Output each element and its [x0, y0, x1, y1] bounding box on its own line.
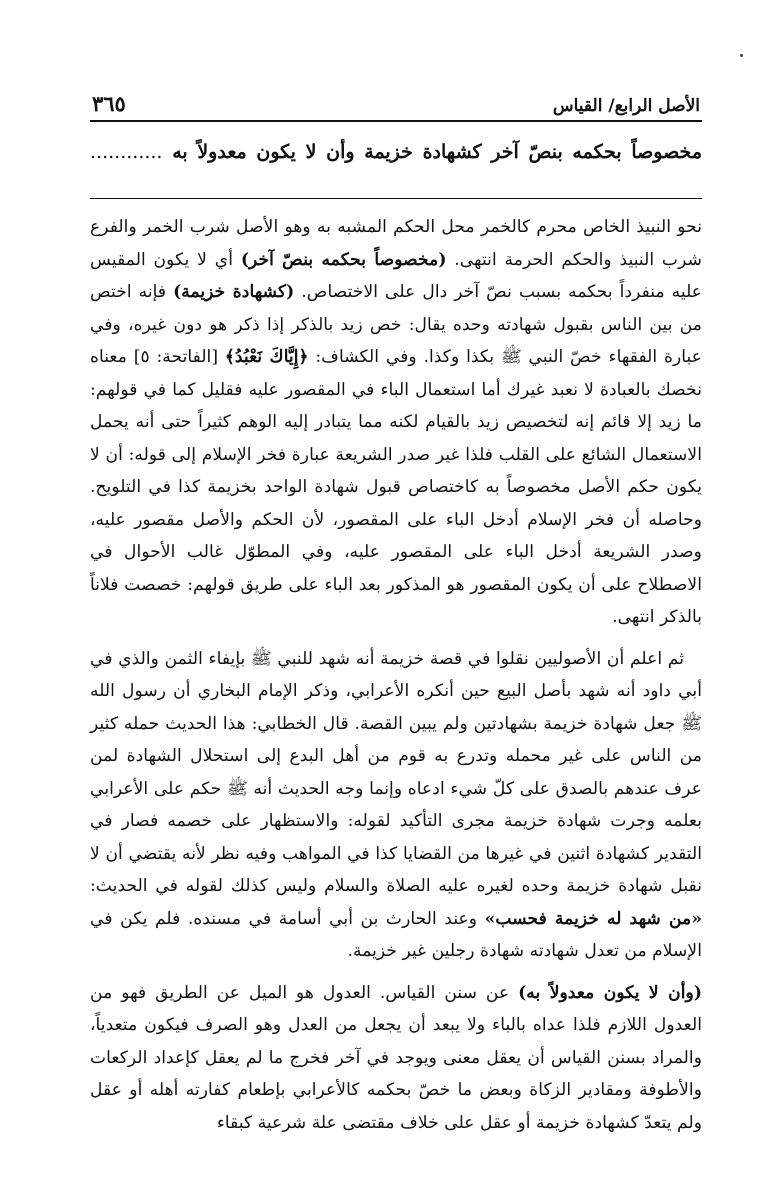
quran-quote: ﴿إِيَّاكَ نَعْبُدُ﴾	[224, 347, 309, 367]
text-run: ثم اعلم أن الأصوليين نقلوا في قصة خزيمة أنه شهد للنبي ﷺ بإيفاء الثمن والذي في أبي داود أنه شهد بأصل البيع حين أنكره الأعرابي، وذكر الإمام البخاري أن رسول الله ﷺ جعل شهادة خزيمة بشهادتين ولم يبين القصة. قال الخطابي: هذا الحديث حمله كثير من الناس على غير محمله وتدرع به قوم من أهل البدع إلى استحلال الشهادة لمن عرف عندهم بالصدق على كلّ شيء ادعاه وإنما وجه الحديث أنه ﷺ حكم على الأعرابي بعلمه وجرت شهادة خزيمة مجرى التأكيد لقوله: والاستظهار على خصمه فصار في التقدير كشهادة اثنين في غيرها من القضايا كذا في المواهب وفيه نظر لأنه يقتضي أن لا نقبل شهادة خزيمة وحده لغيره عليه الصلاة والسلام وليس كذلك لقوله في الحديث:	[90, 648, 702, 896]
chapter-title: الأصل الرابع/ القياس	[552, 96, 700, 116]
scan-speck	[740, 54, 743, 57]
running-header	[90, 82, 702, 122]
separator-rule	[90, 198, 702, 199]
text-run: وعند الحارث بن أبي أسامة في مسنده. فلم يكن في الإسلام من تعدل شهادته شهادة رجلين غير خزيمة.	[90, 908, 702, 961]
matn-line	[90, 136, 702, 168]
bold-quote: (وأن لا يكون معدولاً به)	[518, 982, 702, 1003]
hadith-quote: «من شهد له خزيمة فحسب»	[484, 908, 702, 929]
paragraph-1	[90, 211, 702, 634]
text-run: [الفاتحة: ٥] معناه نخصك بالعبادة لا نعبد غيرك أما استعمال الباء في المقصور عليه فقليل كما في قولهم: ما زيد إلا قائم إنه لتخصيص زيد بالقيام لكنه مما يتبادر إليه الوهم كثيراً حتى أنه يحمل الاستعمال الشائع على القلب فلذا غير صدر الشريعة عبارة فخر الإسلام إلى قوله: أن لا يكون حكم الأصل مخصوصاً به كاختصاص قبول شهادة الواحد بخزيمة كذا في التلويح. وحاصله أن فخر الإسلام أدخل الباء على المقصور، لأن الحكم والأصل مقصور عليه، وصدر الشريعة أدخل الباء على المقصور عليه، وفي المطوّل غالب الأحوال في الاصطلاح على أن يكون المقصور هو المذكور بعد الباء على طريق قولهم: خصصت فلاناً بالذكر انتهى.	[90, 347, 702, 627]
commentary	[90, 211, 702, 1139]
paragraph-2	[90, 643, 702, 968]
matn-ellipsis: ............	[90, 141, 163, 163]
matn-text: مخصوصاً بحكمه بنصّ آخر كشهادة خزيمة وأن لا يكون معدولاً به	[172, 141, 702, 163]
text-run: نحو النبيذ الخاص محرم كالخمر محل الحكم المشبه به وهو الأصل شرب الخمر والفرع شرب النبيذ والحكم الحرمة انتهى.	[90, 217, 702, 270]
text-run: فإنه اختص من بين الناس بقبول شهادته وحده يقال: خص زيد بالذكر إذا ذكر هو دون غيره، وفي عبارة الفقهاء خصّ النبي ﷺ بكذا وكذا. وفي الكشاف:	[90, 282, 702, 367]
text-run: عن سنن القياس. العدول هو الميل عن الطريق فهو من العدول اللازم فلذا عداه بالباء ولا يبعد أن يجعل من العدل وهو الصرف فيكون متعدياً، والمراد بسنن القياس أن يعقل معنى ويوجد في آخر فخرج ما لم يعقل كإعداد الركعات والأطوفة ومقادير الزكاة وبعض ما خصّ بحكمه كالأعرابي بإطعام كفارته أهله أو عقل ولم يتعدّ كشهادة خزيمة أو عقل على خلاف مقتضى علة شرعية كبقاء	[90, 982, 702, 1133]
text-run: أي لا يكون المقيس عليه منفرداً بحكمه بسبب نصّ آخر دال على الاختصاص.	[90, 249, 703, 302]
page-number: ٣٦٥	[92, 91, 126, 116]
paragraph-3	[90, 977, 702, 1140]
book-page	[90, 82, 702, 1148]
bold-quote: (كشهادة خزيمة)	[173, 282, 295, 302]
bold-quote: (مخصوصاً بحكمه بنصّ آخر)	[240, 249, 447, 270]
